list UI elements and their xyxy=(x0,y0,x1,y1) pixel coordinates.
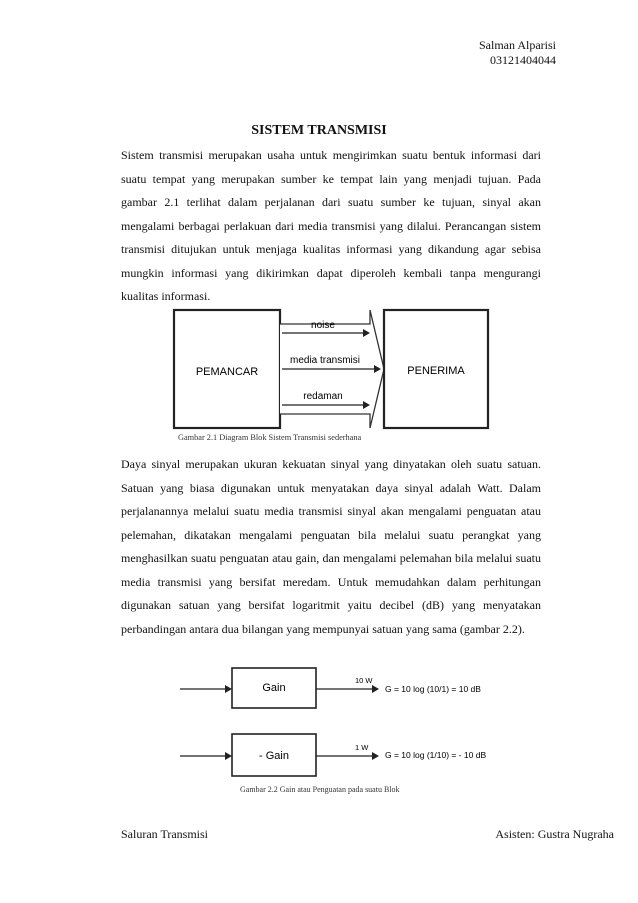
figure-transmission-block-diagram xyxy=(170,306,490,446)
paragraph-intro: Sistem transmisi merupakan usaha untuk mengirimkan suatu bentuk informasi dari suatu tempat yang merupakan sumber ke tempat lain yang menjadi tujuan. Pada gambar 2.1 terlihat dalam perjalanan dari suatu sumber ke tujuan, sinyal akan mengalami berbagai perlakuan dari media transmisi yang dilalui. Perancangan sistem transmisi ditujukan untuk menjaga kualitas informasi yang dikandung agar sebisa mungkin informasi yang dikirimkan dapat diperoleh kembali tanpa mengurangi kualitas informasi. xyxy=(121,148,541,303)
medium-label: media transmisi xyxy=(289,355,361,366)
gain-label: Gain xyxy=(262,682,286,694)
footer-course: Saluran Transmisi xyxy=(121,827,209,841)
author-name: Salman Alparisi xyxy=(479,38,556,52)
loss-formula: G = 10 log (1/10) = - 10 dB xyxy=(385,750,487,760)
student-id: 03121404044 xyxy=(490,53,556,67)
gain-formula: G = 10 log (10/1) = 10 dB xyxy=(385,684,481,694)
noise-label: noise xyxy=(311,320,335,331)
gain-output-power: 10 W xyxy=(355,676,373,685)
loss-label: - Gain xyxy=(259,750,289,762)
figure1-caption: Gambar 2.1 Diagram Blok Sistem Transmisi sederhana xyxy=(178,433,362,442)
page-header xyxy=(479,38,556,68)
receiver-label: PENERIMA xyxy=(407,365,465,377)
page-title: SISTEM TRANSMISI xyxy=(251,123,387,138)
transmitter-label: PEMANCAR xyxy=(195,366,259,378)
figure2-caption: Gambar 2.2 Gain atau Penguatan pada suatu Blok xyxy=(240,785,400,794)
loss-output-power: 1 W xyxy=(355,743,369,752)
footer-assistant: Asisten: Gustra Nugraha xyxy=(495,827,614,841)
figure-gain-blocks xyxy=(180,664,510,798)
paragraph-signal-power: Daya sinyal merupakan ukuran kekuatan sinyal yang dinyatakan oleh suatu satuan. Satuan yang biasa digunakan untuk menyatakan daya sinyal adalah Watt. Dalam perjalanannya melalui suatu media transmisi sinyal akan mengalami penguatan atau pelemahan, dikatakan mengalami penguatan bila melalui suatu perangkat yang menghasilkan suatu penguatan atau gain, dan mengalami pelemahan bila melalui suatu media transmisi yang bersifat meredam. Untuk memudahkan dalam perhitungan digunakan satuan yang bersifat logaritmit yaitu decibel (dB) yang menyatakan perbandingan antara dua bilangan yang mempunyai satuan yang sama (gambar 2.2). xyxy=(121,457,541,636)
attenuation-label: redaman xyxy=(303,391,343,402)
